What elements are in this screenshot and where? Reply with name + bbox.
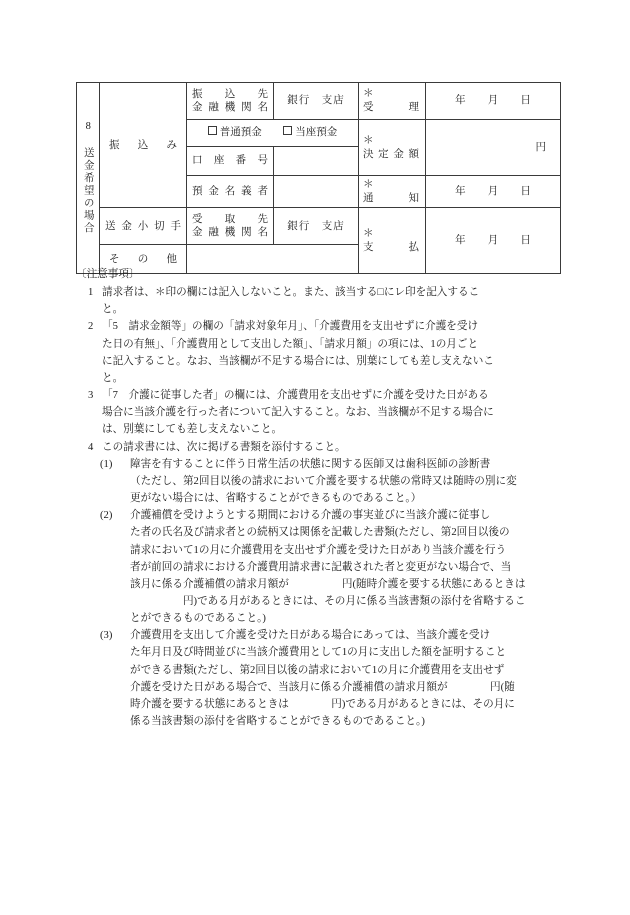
payment-label-block	[359, 225, 425, 256]
subitem-line: た年月日及び時間並びに当該介護費用として1の月に支出した額を証明すること	[130, 647, 507, 659]
note-line: と。	[102, 304, 124, 316]
subitem-line: 介護補償を受けようとする期間における介護の事実並びに当該介護に従事し	[130, 510, 491, 522]
form-table	[76, 82, 561, 274]
notice-date-line	[426, 185, 560, 198]
year-label: 年	[455, 235, 466, 247]
bank-name-line1: 振 込 先	[192, 88, 268, 100]
note-body	[102, 439, 556, 456]
note-number: 2	[88, 321, 94, 333]
subitem-number: (1)	[100, 458, 113, 470]
subitem-body	[130, 507, 556, 627]
bank-branch-input-cell[interactable]	[274, 83, 359, 120]
payment-date-cell[interactable]	[426, 208, 561, 274]
day-label: 日	[520, 95, 531, 107]
decision-amount-label-block	[359, 132, 425, 163]
note-line: 「5 請求金額等」の欄の「請求対象年月」、「介護費用を支出せずに介護を受け	[102, 321, 479, 333]
month-label: 月	[487, 235, 499, 247]
decision-amount-label-cell	[359, 120, 426, 176]
transfer-label-cell	[100, 83, 187, 208]
note-number: 1	[88, 287, 94, 299]
note-body	[102, 284, 556, 318]
receipt-label: 受 理	[363, 102, 419, 113]
subitem-line: （ただし、第2回目以後の請求において介護を要する状態の常時又は随時の別に変	[130, 475, 517, 487]
ordinary-deposit-checkbox[interactable]: 普通預金	[208, 126, 262, 139]
note-line: は、別葉にしても差し支えないこと。	[102, 424, 283, 436]
decision-amount-label: 決定金額	[363, 148, 419, 160]
note-number: 4	[88, 441, 94, 453]
star-mark: ＊	[363, 134, 374, 146]
notice-label-cell	[359, 176, 426, 208]
other-label: そ の 他	[109, 253, 177, 265]
note-line: この請求書には、次に掲げる書類を添付すること。	[102, 441, 346, 453]
receiver-bank-line2: 金融機関名	[192, 227, 268, 239]
note-line: と。	[102, 372, 124, 384]
subitem-number: (2)	[100, 510, 113, 522]
receiver-bank-branch-cell[interactable]	[274, 208, 359, 245]
bank-name-line2: 金融機関名	[192, 102, 268, 113]
notice-label: 通 知	[363, 192, 419, 204]
current-deposit-checkbox[interactable]: 当座預金	[283, 126, 337, 139]
account-holder-input-cell[interactable]	[274, 176, 359, 208]
money-order-label-cell	[100, 208, 187, 245]
subitem-line: 介護を受けた日がある場合で、当該月に係る介護補償の請求月額が 円(随	[130, 681, 515, 693]
section-label-text: 8 送金希望の場合	[82, 121, 94, 235]
account-holder-label-cell	[187, 176, 274, 208]
decision-amount-yen: 円	[535, 141, 546, 153]
star-mark: ＊	[363, 88, 374, 100]
section-label-cell	[77, 83, 100, 274]
payment-label-cell	[359, 208, 426, 274]
note-subitem	[100, 627, 556, 730]
deposit-type-cell[interactable]	[187, 120, 359, 147]
subitem-line: 円)である月があるときには、その月に係る当該書類の添付を省略するこ	[130, 595, 526, 607]
note-item	[76, 284, 556, 318]
notes-title: 〔注意事項〕	[76, 269, 140, 280]
subitem-line: 更がない場合には、省略することができるものであること。）	[130, 493, 422, 505]
day-label: 日	[520, 186, 531, 198]
subitem-line: 該月に係る介護補償の請求月額が 円(随時介護を要する状態にあるときは	[130, 578, 526, 590]
note-line: た日の有無」、「介護費用として支出した額」、「請求月額」の項には、1の月ごと	[102, 338, 479, 350]
star-mark: ＊	[363, 228, 374, 240]
account-holder-label: 預金名義者	[192, 186, 268, 198]
subitem-line: た者の氏名及び請求者との続柄又は関係を記載した書類(ただし、第2回目以後の	[130, 527, 510, 539]
note-item	[76, 318, 556, 387]
bank-name-label	[187, 87, 273, 115]
note-subitem	[100, 456, 556, 507]
note-item	[76, 387, 556, 438]
note-body	[102, 387, 556, 438]
subitem-line: 係る当該書類の添付を省略することができるものであること。)	[130, 716, 425, 728]
notes-section	[76, 266, 556, 730]
receipt-label-cell	[359, 83, 426, 120]
note-item	[76, 439, 556, 456]
payment-date-line	[426, 234, 560, 247]
table-row	[77, 83, 561, 120]
bank-branch-label: 銀行 支店	[287, 95, 345, 107]
subitem-body	[130, 456, 556, 507]
note-subitem	[100, 507, 556, 627]
month-label: 月	[487, 95, 499, 107]
star-mark: ＊	[363, 179, 374, 190]
notice-date-cell[interactable]	[426, 176, 561, 208]
note-line: に記入すること。なお、当該欄が不足する場合には、別葉にしても差し支えないこ	[102, 355, 494, 367]
notice-label-block	[359, 176, 425, 207]
subitem-body	[130, 627, 556, 730]
receipt-date-cell[interactable]	[426, 83, 561, 120]
remittance-form-table	[76, 82, 555, 274]
year-label: 年	[455, 186, 466, 198]
deposit-type-options	[187, 126, 358, 139]
receiver-bank-label-cell	[187, 208, 274, 245]
subitem-line: 請求において1の月に介護費用を支出せず介護を受けた日があり当該介護を行う	[130, 544, 507, 556]
subitem-line: 者が前回の請求における介護費用請求書に記載された者と変更がない場合で、当	[130, 561, 512, 573]
receiver-bank-line1: 受 取 先	[192, 214, 268, 226]
subitem-line: ができる書類(ただし、第2回目以後の請求において1の月に介護費用を支出せず	[130, 664, 505, 676]
note-line: 場合に当該介護を行った者について記入すること。なお、当該欄が不足する場合に	[102, 407, 494, 419]
money-order-label: 送金小切手	[105, 220, 181, 232]
note-number: 3	[88, 390, 94, 402]
subitem-line: 障害を有することに伴う日常生活の状態に関する医師又は歯科医師の診断書	[130, 458, 491, 470]
year-label: 年	[455, 95, 466, 107]
payment-label: 支 払	[363, 241, 419, 253]
account-number-input-cell[interactable]	[274, 147, 359, 176]
day-label: 日	[520, 235, 531, 247]
subitem-line: 時介護を要する状態にあるときは 円)である月があるときには、その月に	[130, 698, 515, 710]
account-number-label: 口 座 番 号	[192, 155, 268, 167]
note-line: 「7 介護に従事した者」の欄には、介護費用を支出せずに介護を受けた日がある	[102, 390, 489, 402]
subitem-number: (3)	[100, 630, 113, 642]
receipt-date-line	[426, 94, 560, 107]
note-body	[102, 318, 556, 387]
receiver-bank-branch-label: 銀行 支店	[287, 220, 345, 232]
month-label: 月	[487, 186, 499, 198]
subitem-line: 介護費用を支出して介護を受けた日がある場合にあっては、当該介護を受け	[130, 630, 491, 642]
table-row	[77, 208, 561, 245]
note-line: 請求者は、＊印の欄には記入しないこと。また、該当する□にレ印を記入するこ	[102, 287, 480, 299]
receipt-label-block	[359, 85, 425, 116]
transfer-label: 振 込 み	[109, 139, 177, 151]
subitem-line: とができるものであること。)	[130, 613, 266, 625]
bank-name-label-cell	[187, 83, 274, 120]
account-number-label-cell	[187, 147, 274, 176]
decision-amount-value-cell[interactable]	[426, 120, 561, 176]
receiver-bank-label	[187, 212, 273, 240]
